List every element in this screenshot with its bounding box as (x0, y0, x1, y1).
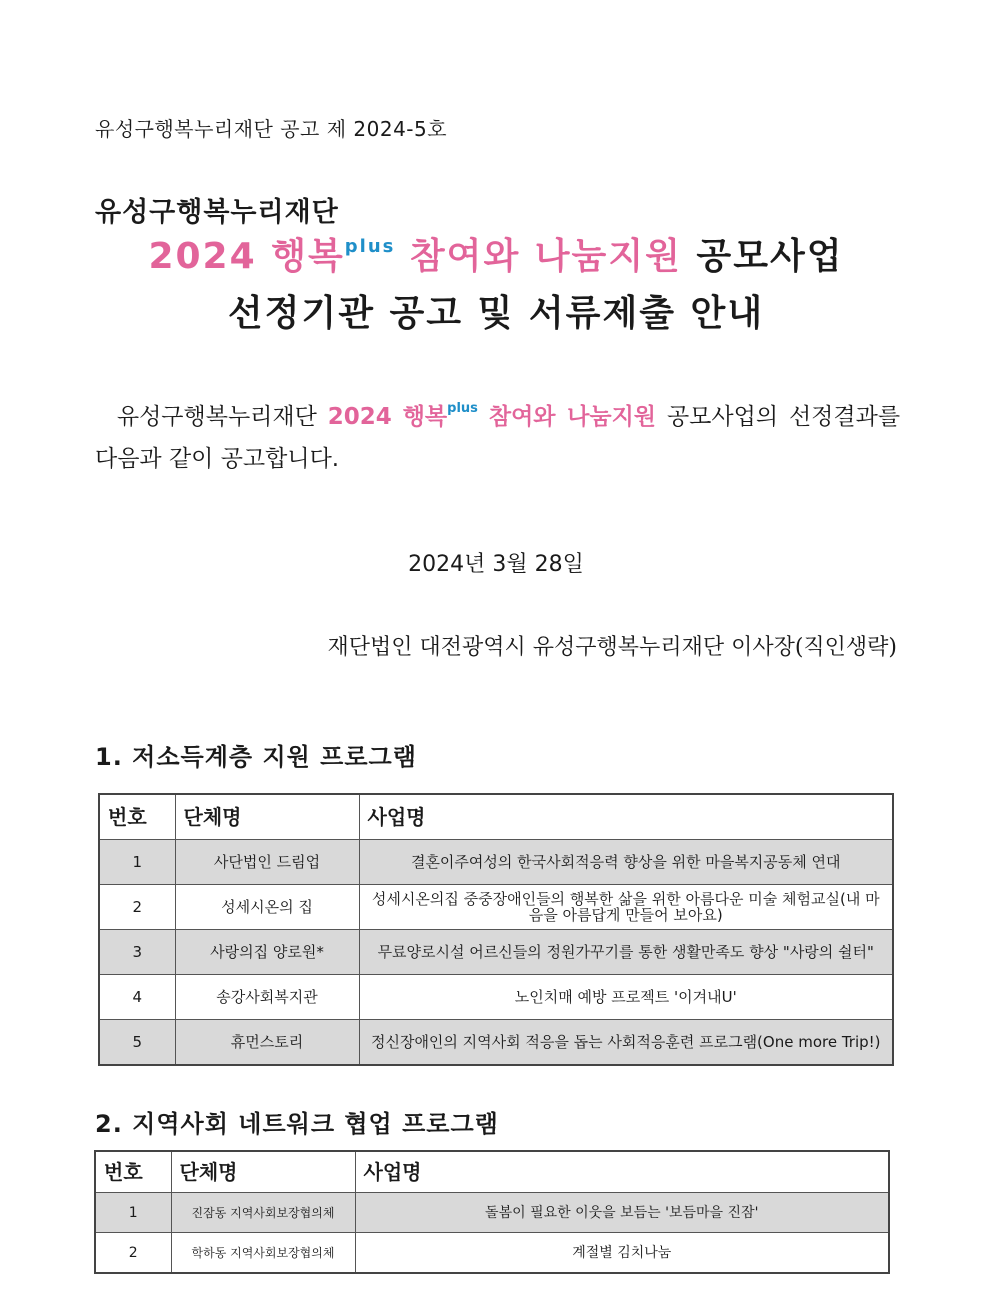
row-project: 돌봄이 필요한 이웃을 보듬는 '보듬마을 진잠' (355, 1193, 889, 1233)
headline-program-word: 행복 (271, 236, 345, 277)
headline-program-rest: 참여와 나눔지원 (409, 236, 682, 277)
header-number: 번호 (95, 1151, 171, 1193)
headline-line1 (0, 228, 992, 279)
intro-year: 2024 (327, 404, 392, 430)
row-organization: 사랑의집 양로원* (175, 930, 359, 975)
section-title: 2. 지역사회 네트워크 협업 프로그램 (95, 1110, 499, 1138)
table-header-row (99, 794, 893, 840)
notice-number: 유성구행복누리재단 공고 제 2024-5호 (95, 117, 448, 141)
section-title: 1. 저소득계층 지원 프로그램 (95, 743, 417, 771)
program-table-network (94, 1150, 890, 1274)
row-organization: 진잠동 지역사회보장협의체 (171, 1193, 355, 1233)
header-project: 사업명 (359, 794, 893, 840)
row-number: 2 (99, 885, 175, 930)
row-project: 결혼이주여성의 한국사회적응력 향상을 위한 마을복지공동체 연대 (359, 840, 893, 885)
headline-year: 2024 (148, 236, 257, 277)
header-organization: 단체명 (171, 1151, 355, 1193)
intro-plus-mark: plus (447, 401, 478, 416)
signer-line: 재단법인 대전광역시 유성구행복누리재단 이사장(직인생략) (327, 635, 897, 660)
row-project: 노인치매 예방 프로젝트 '이겨내U' (359, 975, 893, 1020)
row-organization: 사단법인 드림업 (175, 840, 359, 885)
row-organization: 성세시온의 집 (175, 885, 359, 930)
intro-paragraph (95, 388, 900, 480)
table-row (95, 1193, 889, 1233)
headline-plus-mark: plus (344, 236, 396, 257)
row-number: 1 (99, 840, 175, 885)
headline-suffix: 공모사업 (696, 236, 844, 277)
row-number: 2 (95, 1233, 171, 1274)
row-project: 계절별 김치나눔 (355, 1233, 889, 1274)
intro-program-rest: 참여와 나눔지원 (488, 404, 657, 430)
table-row (99, 930, 893, 975)
row-number: 5 (99, 1020, 175, 1066)
table-row (99, 840, 893, 885)
header-number: 번호 (99, 794, 175, 840)
row-project: 성세시온의집 중중장애인들의 행복한 삶을 위한 아름다운 미술 체험교실(내 마음을 아름답게 만들어 보아요) (359, 885, 893, 930)
table-row (99, 1020, 893, 1066)
program-table-low-income (98, 793, 894, 1066)
table-row (95, 1233, 889, 1274)
intro-suffix: 공모사업의 선정결과를 다음과 같이 공고합니다. (95, 404, 901, 472)
row-number: 4 (99, 975, 175, 1020)
row-organization: 휴먼스토리 (175, 1020, 359, 1066)
header-project: 사업명 (355, 1151, 889, 1193)
header-organization: 단체명 (175, 794, 359, 840)
organization-title: 유성구행복누리재단 (95, 197, 339, 228)
headline-line2: 선정기관 공고 및 서류제출 안내 (227, 293, 765, 334)
row-project: 무료양로시설 어르신들의 정원가꾸기를 통한 생활만족도 향상 "사랑의 쉴터" (359, 930, 893, 975)
row-project: 정신장애인의 지역사회 적응을 돕는 사회적응훈련 프로그램(One more Trip!) (359, 1020, 893, 1066)
announcement-date: 2024년 3월 28일 (408, 552, 584, 577)
row-organization: 송강사회복지관 (175, 975, 359, 1020)
table-header-row (95, 1151, 889, 1193)
row-organization: 학하동 지역사회보장협의체 (171, 1233, 355, 1274)
row-number: 1 (95, 1193, 171, 1233)
row-number: 3 (99, 930, 175, 975)
table-row (99, 975, 893, 1020)
table-row (99, 885, 893, 930)
intro-prefix: 유성구행복누리재단 (116, 404, 317, 430)
intro-program-word: 행복 (402, 404, 448, 430)
